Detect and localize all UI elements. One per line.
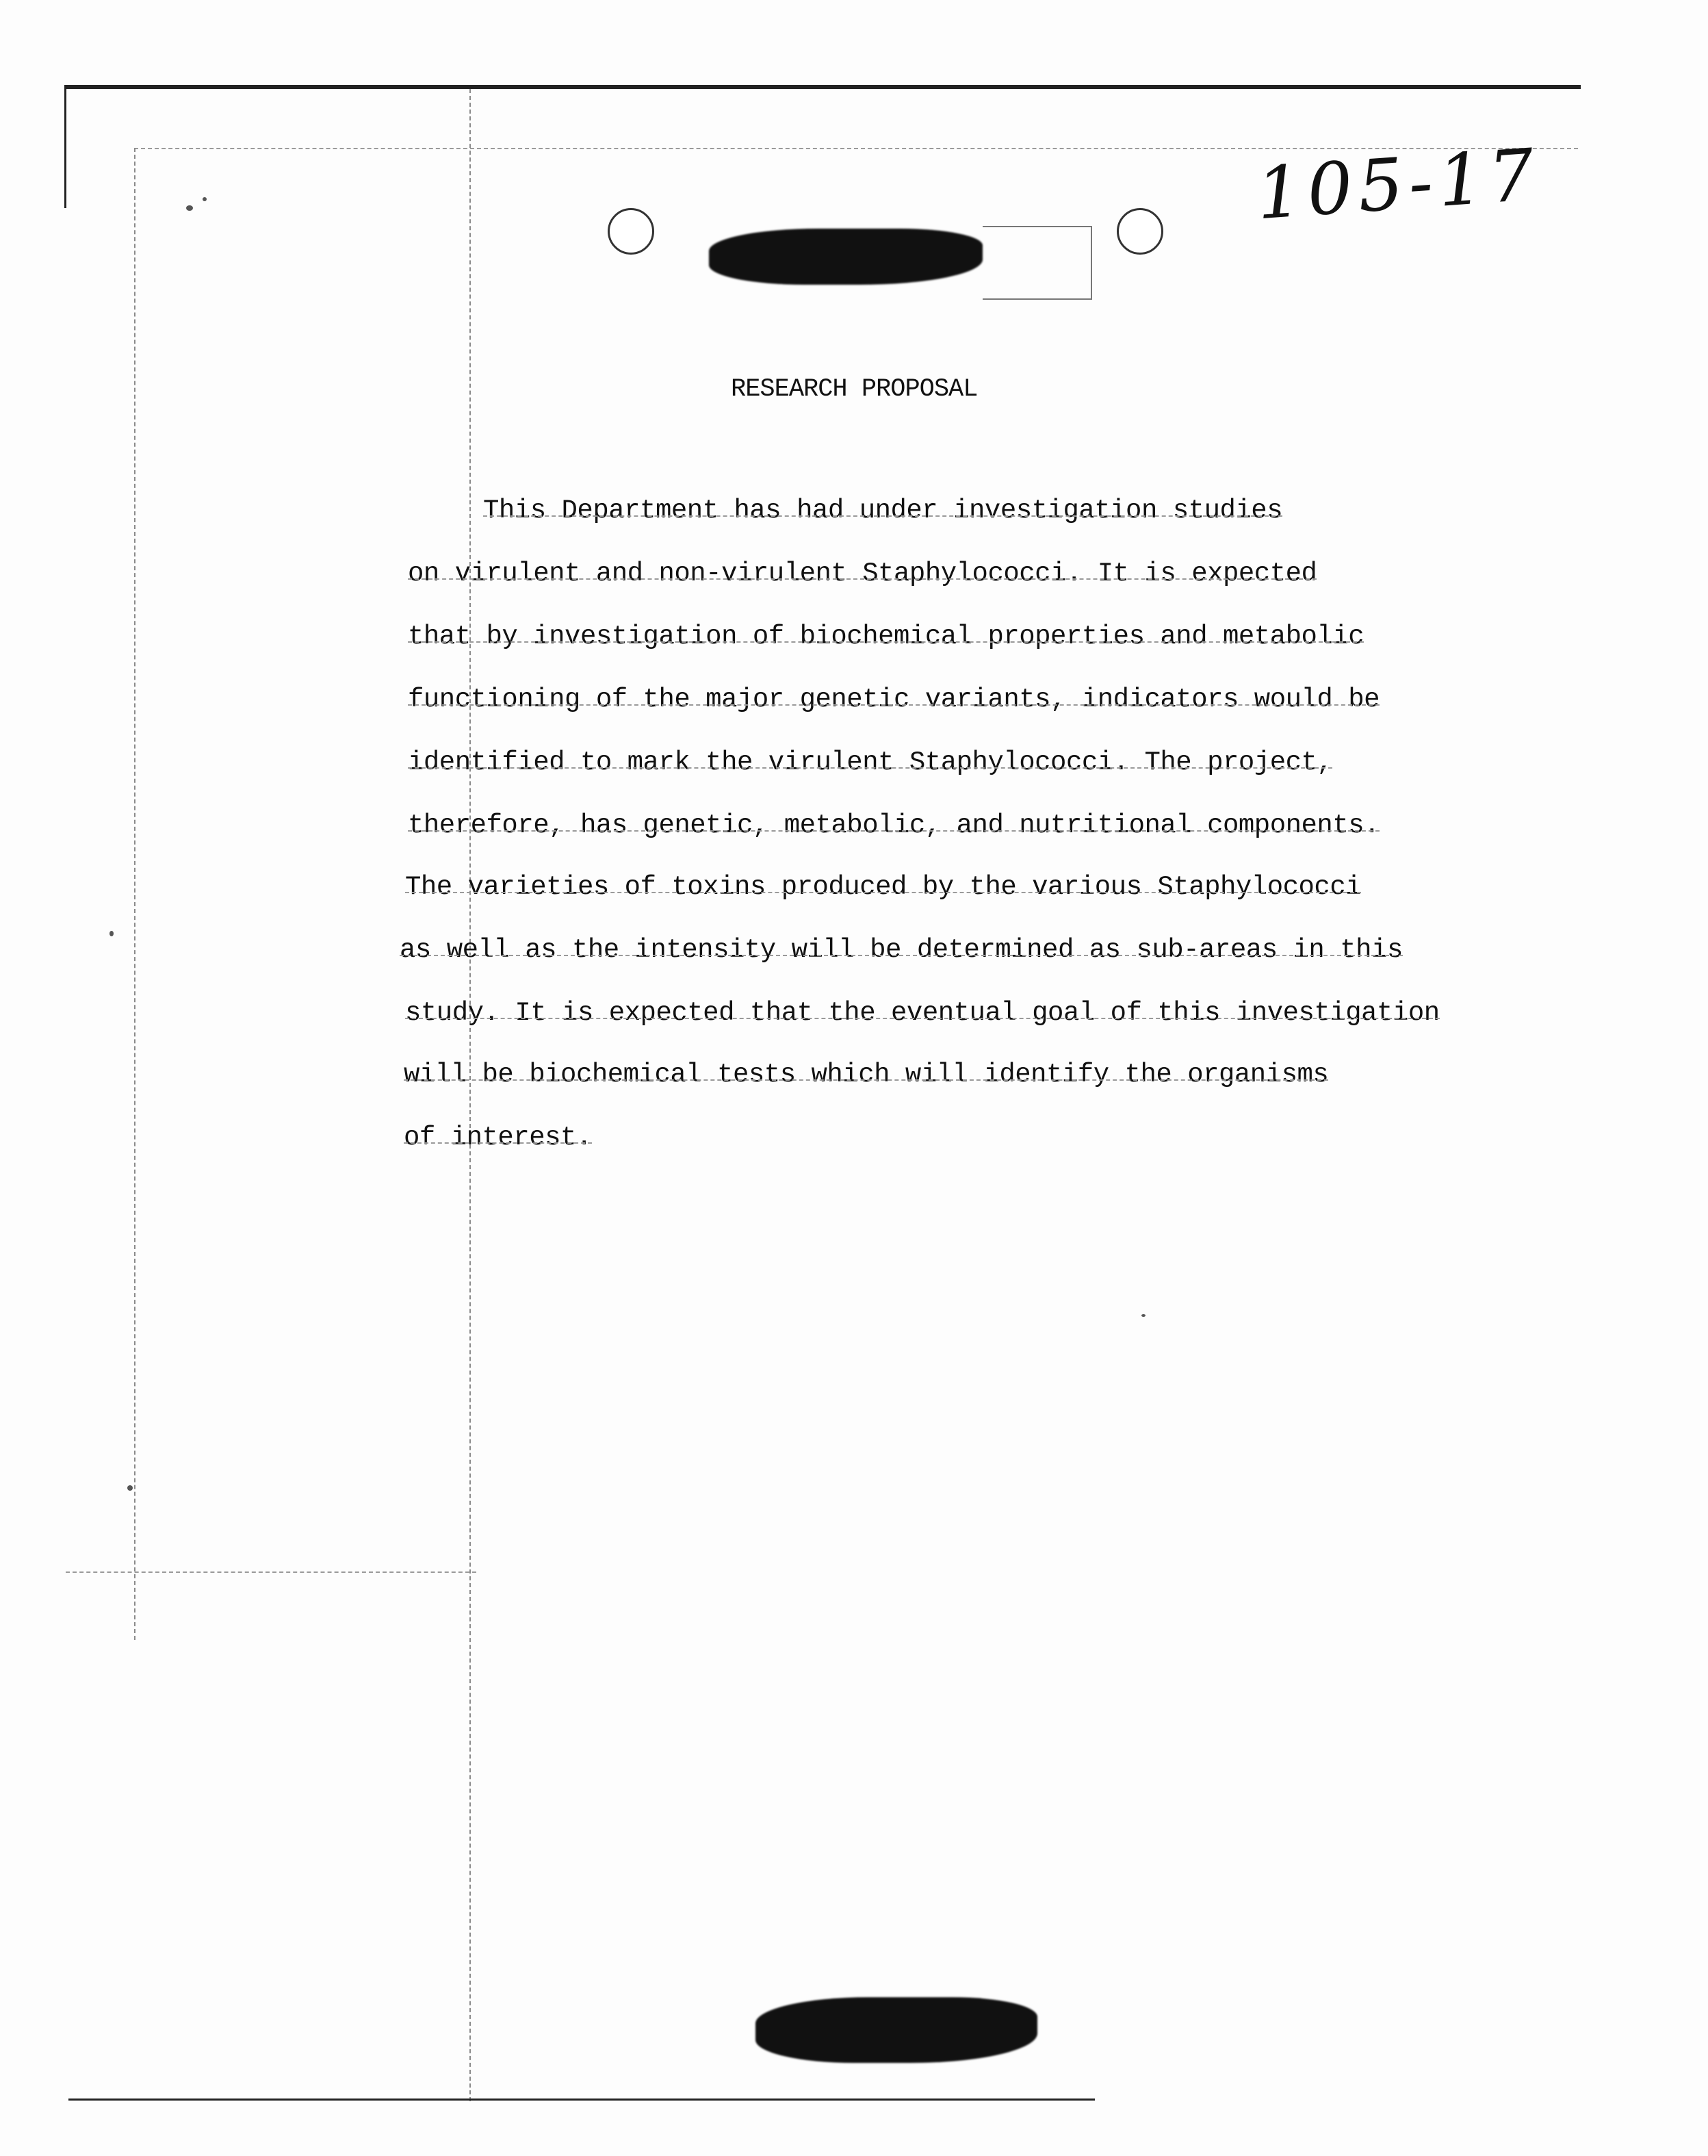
body-line: on virulent and non-virulent Staphylococci. It is expected [408, 559, 1317, 589]
body-line: will be biochemical tests which will identify the organisms [404, 1060, 1329, 1090]
bottom-edge-rule [68, 2099, 1095, 2101]
punch-hole-left [608, 208, 654, 255]
inner-left-dashed-border [134, 148, 135, 1640]
top-edge-rule [66, 85, 1581, 89]
body-line: This Department has had under investigation studies [483, 496, 1283, 526]
body-line: as well as the intensity will be determined as sub-areas in this [400, 935, 1403, 965]
handwritten-number: 105-17 [1254, 132, 1542, 236]
redaction-box-outline [983, 226, 1092, 300]
redaction-mark-top [709, 229, 983, 285]
body-line: that by investigation of biochemical properties and metabolic [408, 621, 1364, 652]
left-edge-rule [64, 85, 66, 208]
scan-speck [1141, 1314, 1146, 1317]
punch-hole-right [1117, 208, 1163, 255]
body-line: The varieties of toxins produced by the various Staphylococci [405, 872, 1362, 902]
scan-speck [127, 1485, 133, 1491]
document-title: RESEARCH PROPOSAL [731, 375, 978, 404]
scan-speck [203, 197, 207, 201]
scan-speck [186, 205, 193, 211]
body-line: therefore, has genetic, metabolic, and nutritional components. [408, 810, 1380, 840]
scan-speck [109, 931, 114, 936]
margin-guide-line [469, 89, 471, 2101]
mid-page-dashed-line [66, 1571, 476, 1573]
body-line: of interest. [404, 1122, 592, 1153]
redaction-mark-bottom [755, 1997, 1037, 2063]
body-line: identified to mark the virulent Staphylococci. The project, [408, 747, 1333, 778]
body-line: study. It is expected that the eventual goal of this investigation [405, 998, 1440, 1028]
body-line: functioning of the major genetic variants, indicators would be [408, 684, 1380, 715]
